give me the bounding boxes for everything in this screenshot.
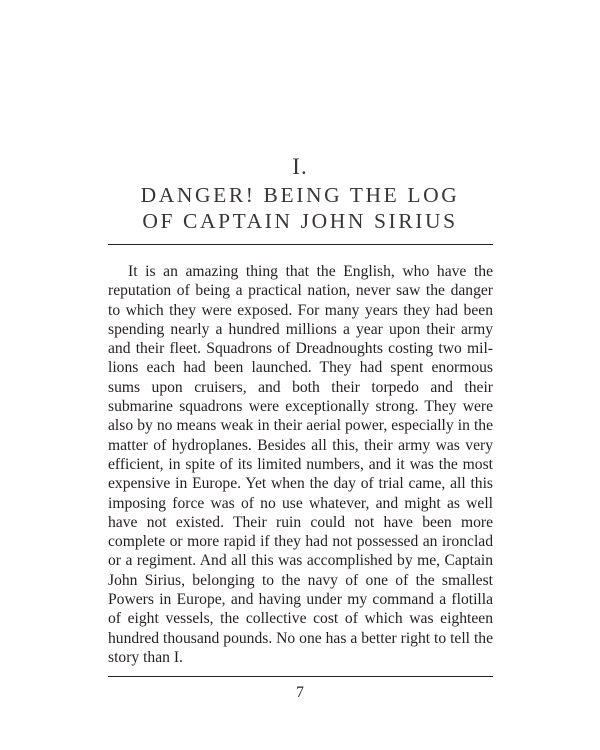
chapter-title-line-2: OF CAPTAIN JOHN SIRIUS <box>142 209 458 233</box>
top-divider <box>108 244 493 245</box>
chapter-title-line-1: DANGER! BEING THE LOG <box>140 183 460 207</box>
body-paragraph: It is an amazing thing that the English, who have the reputation of being a practical nation, never saw the danger to which they were exposed. For many years they had been spending nearly a hundred millions a year upon their army and their fleet. Squadrons of Dreadnoughts costing two millions each had been launched. They had spent enormous sums upon cruisers, and both their torpedo and their submarine squadrons were exceptionally strong. They were also by no means weak in their aerial power, especially in the matter of hydroplanes. Besides all this, their army was very efficient, in spite of its limited numbers, and it was the most expensive in Europe. Yet when the day of trial came, all this imposing force was of no use whatever, and might as well have not existed. Their ruin could not have been more complete or more rapid if they had not possessed an ironclad or a regiment. And all this was accomplished by me, Captain John Sirius, belonging to the navy of one of the smallest Powers in Europe, and having under my command a flotilla of eight vessels, the collective cost of which was eighteen hundred thousand pounds. No one has a better right to tell the story than I. <box>108 263 493 666</box>
page-number: 7 <box>296 684 304 701</box>
chapter-title <box>0 182 600 234</box>
bottom-divider <box>108 676 493 677</box>
chapter-number: I. <box>292 154 308 179</box>
